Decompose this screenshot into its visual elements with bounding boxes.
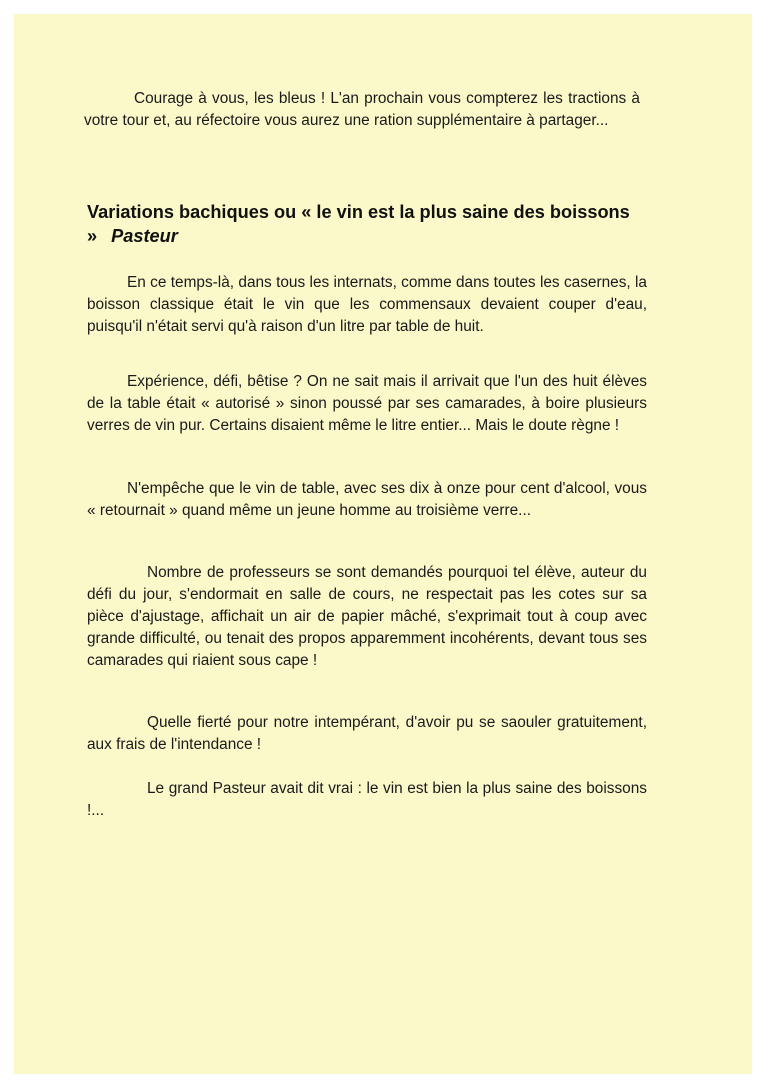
section-heading [87,200,647,248]
paragraph-pasteur: Le grand Pasteur avait dit vrai : le vin est bien la plus saine des boissons !... [87,780,647,819]
paragraph-experience: Expérience, défi, bêtise ? On ne sait mais il arrivait que l'un des huit élèves de la table était « autorisé » sinon poussé par ses camarades, à boire plusieurs verres de vin pur. Certains disaient même le litre entier... Mais le doute règne ! [87,373,647,434]
paragraph-intro: Courage à vous, les bleus ! L'an prochain vous compterez les tractions à votre tour et, au réfectoire vous aurez une ration supplémentaire à partager... [84,90,640,129]
paragraph-professeurs: Nombre de professeurs se sont demandés pourquoi tel élève, auteur du défi du jour, s'endormait en salle de cours, ne respectait pas les cotes sur sa pièce d'ajustage, affichait un air de papier mâché, s'exprimait tout à coup avec grande difficulté, ou tenait des propos apparemment incohérents, devant tous ses camarades qui riaient sous cape ! [87,564,647,669]
heading-title: Variations bachiques ou « le vin est la plus saine des boissons » [87,202,630,246]
paragraph-vin-de-table: N'empêche que le vin de table, avec ses dix à onze pour cent d'alcool, vous « retournait » quand même un jeune homme au troisième verre... [87,480,647,519]
heading-author: Pasteur [111,226,178,246]
paragraph-internats: En ce temps-là, dans tous les internats, comme dans toutes les casernes, la boisson classique était le vin que les commensaux devaient couper d'eau, puisqu'il n'était servi qu'à raison d'un litre par table de huit. [87,274,647,335]
paragraph-fierte: Quelle fierté pour notre intempérant, d'avoir pu se saouler gratuitement, aux frais de l'intendance ! [87,714,647,753]
document-page [14,14,752,1074]
